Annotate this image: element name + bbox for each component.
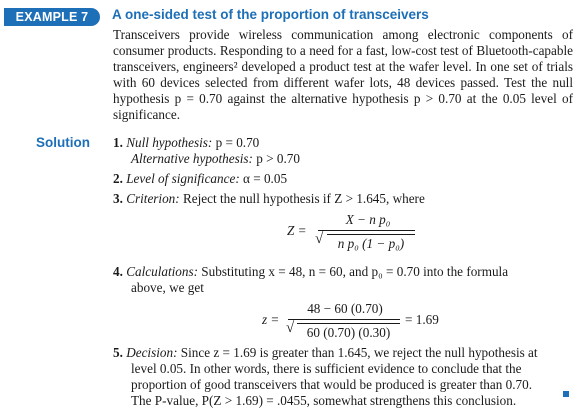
step-3 [113, 191, 425, 207]
formula-1-fraction-bar [318, 230, 415, 231]
step-number: 3. [113, 191, 123, 206]
step-value: p = 0.70 [212, 135, 260, 150]
step-4-continuation: above, we get [131, 280, 204, 295]
sqrt-overline [297, 323, 400, 324]
step-label: Calculations: [126, 264, 198, 279]
formula-2-numerator: 48 − 60 (0.70) [307, 301, 383, 316]
step-1 [113, 135, 259, 151]
example-title: A one-sided test of the proportion of transceivers [112, 7, 429, 22]
formula-1-numerator: X − n p₀ [345, 212, 391, 227]
example-badge: EXAMPLE 7 [4, 8, 100, 26]
step-4 [113, 264, 508, 280]
step-number: 2. [113, 171, 123, 186]
step-label: Criterion: [126, 191, 180, 206]
step-label: Decision: [126, 345, 178, 360]
step-5-line-2: level 0.05. In other words, there is sufficient evidence to conclude that the [131, 361, 522, 376]
step-label: Null hypothesis: [126, 135, 213, 150]
step-value: α = 0.05 [239, 171, 288, 186]
step-5 [113, 345, 538, 361]
step-value: p > 0.70 [252, 151, 300, 166]
formula-1-denominator: n p₀ (1 − p₀) [337, 236, 405, 251]
step-value: Since z = 1.69 is greater than 1.645, we reject the null hypothesis at [177, 345, 538, 360]
step-value: Substituting x = 48, n = 60, and p₀ = 0.70 into the formula [198, 264, 509, 279]
formula-2-denominator: 60 (0.70) (0.30) [306, 325, 391, 340]
step-number: 4. [113, 264, 123, 279]
step-number: 1. [113, 135, 123, 150]
step-number: 5. [113, 345, 123, 360]
sqrt-symbol: √ [286, 320, 295, 336]
sqrt-overline [327, 234, 415, 235]
formula-2-lhs: z = [262, 312, 280, 327]
step-2 [113, 171, 287, 187]
end-of-example-square-icon [563, 391, 569, 397]
step-5-line-4: The P-value, P(Z > 1.69) = .0455, somewhat strengthens this conclusion. [131, 393, 517, 408]
formula-2-fraction-bar [288, 319, 400, 320]
sqrt-symbol: √ [315, 231, 324, 247]
formula-2-result: = 1.69 [405, 312, 439, 327]
step-5-line-3: proportion of good transceivers that would be produced is greater than 0.70. [131, 377, 533, 392]
step-label: Level of significance: [126, 171, 240, 186]
formula-1-lhs: Z = [287, 223, 307, 238]
solution-heading: Solution [36, 135, 90, 150]
step-label: Alternative hypothesis: [131, 151, 253, 166]
step-value: Reject the null hypothesis if Z > 1.645, where [179, 191, 425, 206]
problem-paragraph: Transceivers provide wireless communication among electronic components of consumer products. Responding to a need for a fast, low-cost test of Bluetooth-capable transceivers, engineers² developed a product test at the wafer level. In one set of trials with 60 devices selected from different wafer lots, 48 devices passed. Test the null hypothesis p = 0.70 against the alternative hypothesis p > 0.70 at the 0.05 level of significance. [113, 27, 573, 122]
step-1-alternative [131, 151, 300, 167]
